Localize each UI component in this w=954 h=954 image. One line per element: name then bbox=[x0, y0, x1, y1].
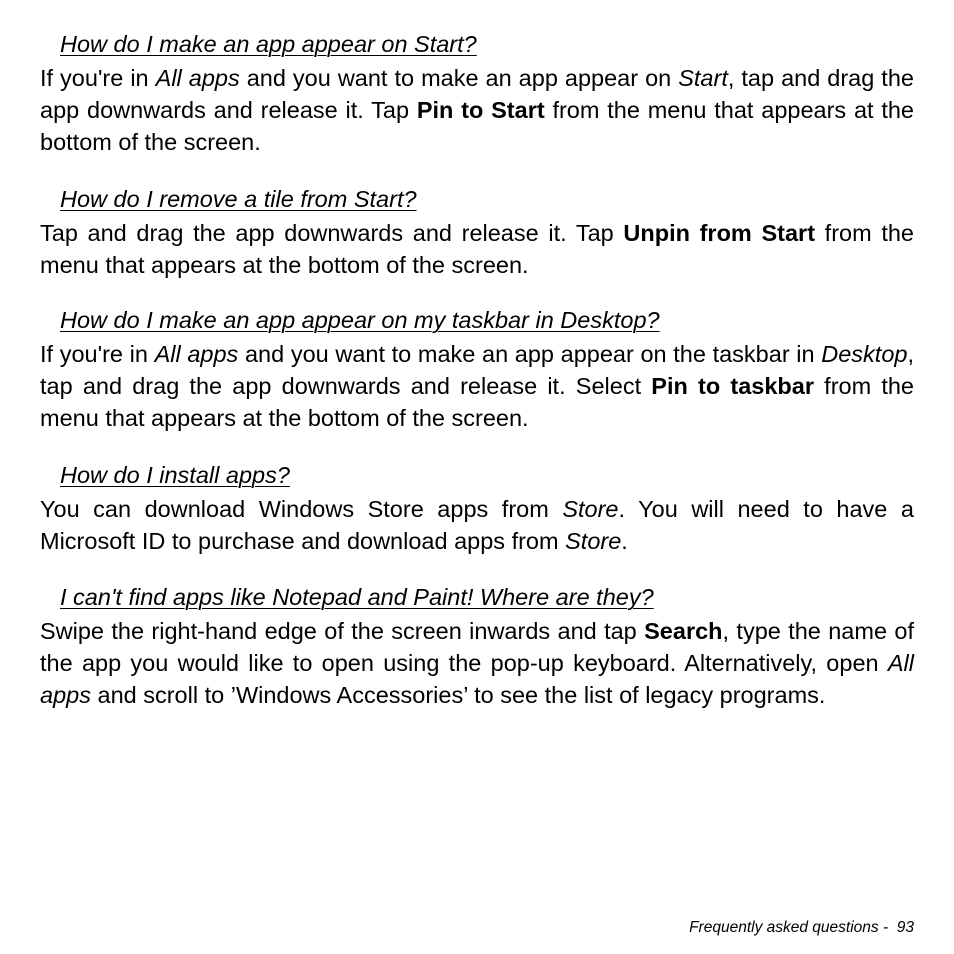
answer-text: . You will need to have a Microsoft ID to purchase and download apps from bbox=[40, 495, 914, 554]
faq-heading: How do I make an app appear on my taskbar in Desktop? bbox=[60, 307, 660, 334]
document-page bbox=[40, 28, 914, 736]
answer-text: If you're in bbox=[40, 341, 155, 368]
answer-text: Swipe the right-hand edge of the screen inwards and tap bbox=[40, 618, 645, 645]
faq-answer bbox=[40, 493, 914, 557]
faq-section-remove-tile bbox=[40, 183, 914, 281]
answer-text: Tap and drag the app downwards and release it. Tap bbox=[40, 219, 624, 246]
faq-section-legacy-programs bbox=[40, 581, 914, 712]
answer-bold: Search bbox=[644, 618, 723, 645]
answer-bold: Unpin from Start bbox=[623, 219, 816, 246]
faq-answer bbox=[40, 338, 914, 435]
answer-emphasis: Desktop bbox=[821, 341, 908, 368]
answer-text: , tap and drag the app downwards and release it. Tap bbox=[40, 65, 914, 124]
answer-text: and scroll to ’Windows Accessories’ to see the list of legacy programs. bbox=[90, 682, 826, 709]
page-number: 93 bbox=[896, 919, 914, 936]
answer-emphasis: Start bbox=[678, 65, 728, 91]
answer-text: . bbox=[621, 527, 628, 554]
faq-answer bbox=[40, 217, 914, 281]
faq-heading: I can't find apps like Notepad and Paint! Where are they? bbox=[60, 584, 654, 611]
answer-bold: Pin to Start bbox=[416, 97, 545, 124]
faq-section-pin-to-taskbar bbox=[40, 304, 914, 435]
answer-bold: Pin to taskbar bbox=[651, 373, 814, 400]
answer-emphasis: All apps bbox=[40, 650, 914, 709]
faq-section-install-apps bbox=[40, 459, 914, 557]
faq-heading: How do I remove a tile from Start? bbox=[60, 185, 417, 212]
answer-text: and you want to make an app appear on the taskbar in bbox=[238, 341, 822, 368]
faq-heading: How do I make an app appear on Start? bbox=[60, 31, 477, 57]
faq-section-pin-to-start bbox=[40, 28, 914, 159]
faq-heading: How do I install apps? bbox=[60, 461, 290, 488]
answer-text: from the menu that appears at the bottom of the screen. bbox=[40, 97, 915, 156]
footer-label: Frequently asked questions - bbox=[689, 919, 889, 936]
page-footer bbox=[689, 918, 914, 938]
answer-text: from the menu that appears at the bottom of the screen. bbox=[40, 219, 914, 278]
answer-emphasis: All apps bbox=[154, 341, 239, 368]
faq-answer bbox=[40, 615, 914, 712]
answer-text: from the menu that appears at the bottom of the screen. bbox=[40, 373, 915, 432]
answer-text: , type the name of the app you would like to open using the pop-up keyboard. Alternatively, open bbox=[40, 618, 914, 677]
answer-text: You can download Windows Store apps from bbox=[40, 495, 563, 522]
answer-emphasis: Store bbox=[565, 527, 622, 554]
answer-emphasis: All apps bbox=[155, 65, 240, 91]
faq-answer bbox=[40, 62, 914, 159]
answer-emphasis: Store bbox=[562, 495, 619, 522]
answer-text: and you want to make an app appear on bbox=[239, 65, 679, 91]
answer-text: , tap and drag the app downwards and release it. Select bbox=[40, 341, 914, 400]
answer-text: If you're in bbox=[40, 65, 156, 91]
